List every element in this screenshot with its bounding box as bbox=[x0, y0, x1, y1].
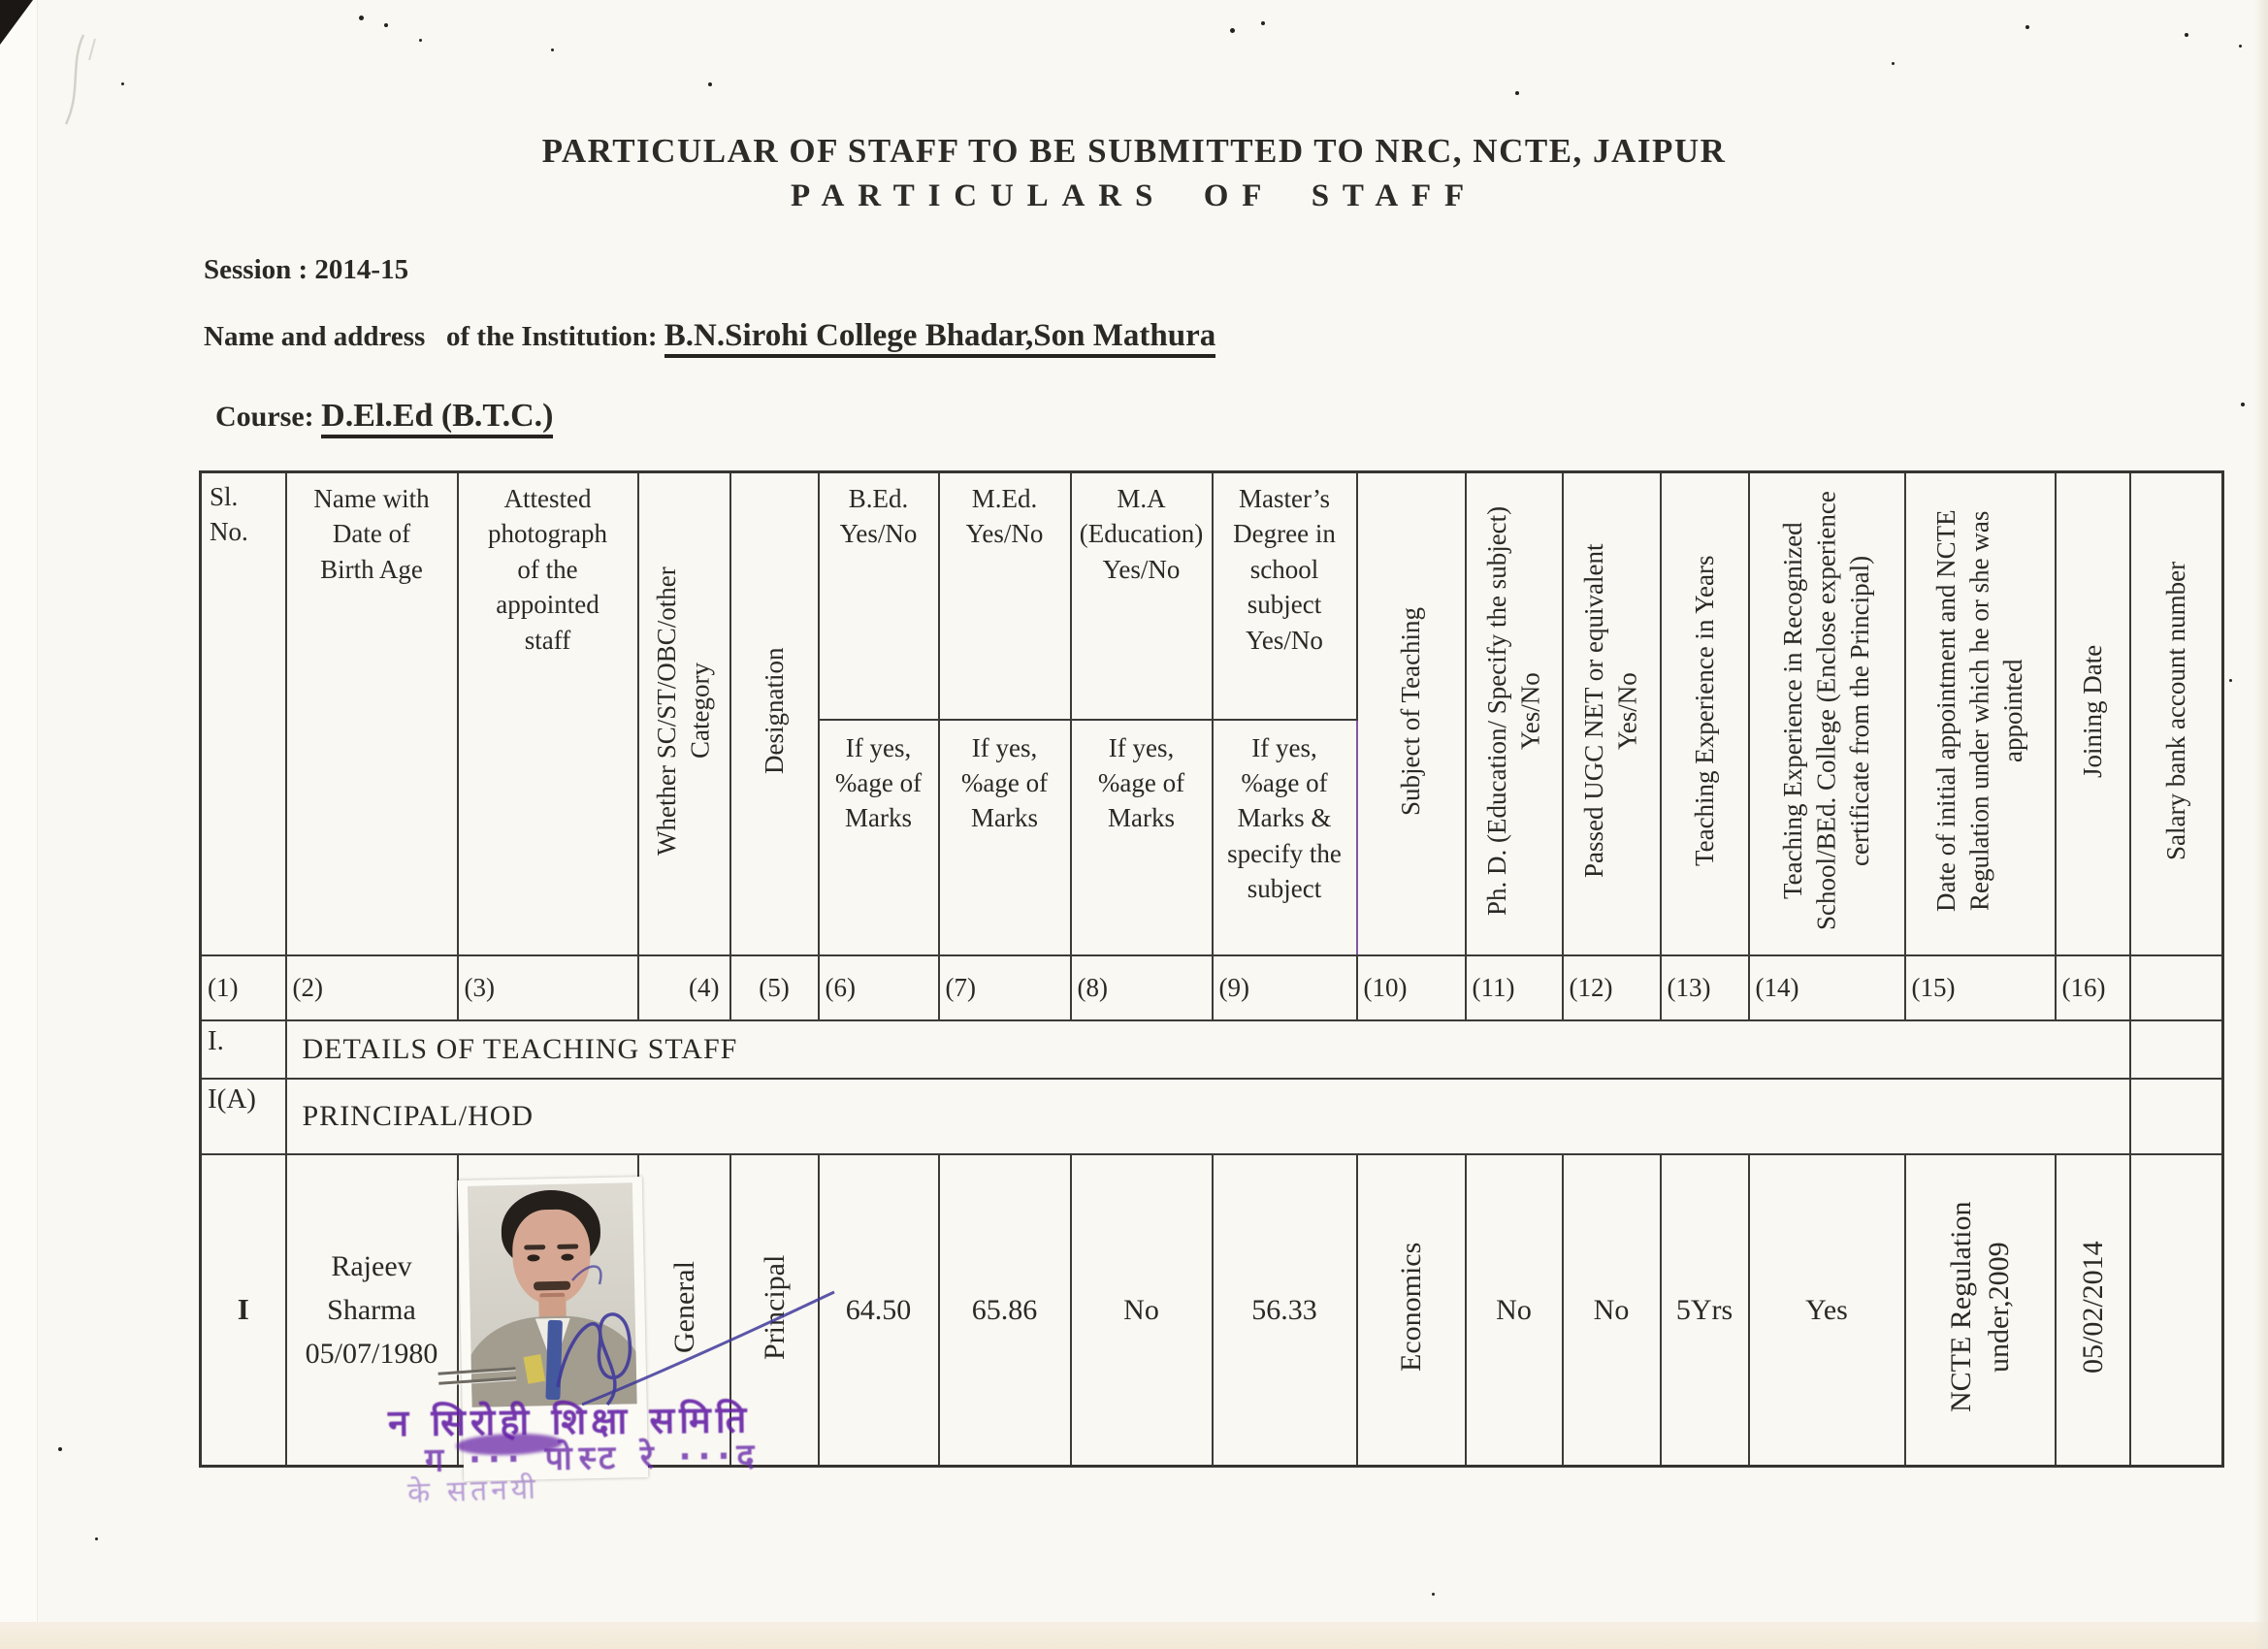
cell-designation: Principal bbox=[730, 1154, 819, 1467]
col-header-teaching-experience: Teaching Experience in Years bbox=[1661, 472, 1749, 955]
col-number: (3) bbox=[458, 955, 638, 1020]
course-value: D.El.Ed (B.T.C.) bbox=[321, 398, 553, 438]
cell-category: General bbox=[638, 1154, 730, 1467]
section-title: DETAILS OF TEACHING STAFF bbox=[286, 1020, 2130, 1079]
cell-joining-date: 05/02/2014 bbox=[2056, 1154, 2130, 1467]
col-header-photograph: Attested photograph of the appointed staff bbox=[458, 472, 638, 955]
col-number: (1) bbox=[201, 955, 286, 1020]
scan-right-shadow bbox=[2254, 0, 2268, 1649]
col-header-category: Whether SC/ST/OBC/other Category bbox=[638, 472, 730, 955]
document-subtitle: PARTICULARS OF STAFF bbox=[790, 178, 1478, 213]
scan-speck bbox=[1432, 1593, 1435, 1596]
col-number: (10) bbox=[1357, 955, 1466, 1020]
section-number: I(A) bbox=[201, 1079, 286, 1154]
scan-speck bbox=[1892, 62, 1895, 65]
stamp-text-line2: ग ··· पोस्ट रे ···द bbox=[424, 1436, 761, 1480]
col-header-masters-degree: Master’s Degree in school subject Yes/No bbox=[1213, 472, 1357, 720]
section-row-principal-hod bbox=[201, 1079, 2223, 1154]
col-number: (9) bbox=[1213, 955, 1357, 1020]
col-subheader-med-marks: If yes, %age of Marks bbox=[939, 720, 1071, 955]
cell-serial: I bbox=[201, 1154, 286, 1467]
col-header-phd: Ph. D. (Education/ Specify the subject) Yes/No bbox=[1466, 472, 1563, 955]
col-header-salary-account: Salary bank account number bbox=[2130, 472, 2223, 955]
scan-speck bbox=[2239, 45, 2242, 48]
document-title: PARTICULAR OF STAFF TO BE SUBMITTED TO NRC, NCTE, JAIPUR bbox=[541, 132, 1727, 170]
col-number: (8) bbox=[1071, 955, 1213, 1020]
scan-speck bbox=[58, 1447, 62, 1451]
cell-phd: No bbox=[1466, 1154, 1563, 1467]
section-row-spacer bbox=[2130, 1079, 2223, 1154]
pencil-mark bbox=[56, 27, 114, 134]
signature-scrawl bbox=[514, 1242, 863, 1426]
course-line bbox=[215, 398, 553, 435]
col-number: (5) bbox=[730, 955, 819, 1020]
cell-teaching-exp: 5Yrs bbox=[1661, 1154, 1749, 1467]
col-number: (2) bbox=[286, 955, 458, 1020]
col-header-initial-appointment: Date of initial appointment and NCTE Regulation under which he or she was appointed bbox=[1905, 472, 2056, 955]
col-header-experience-recognized: Teaching Experience in Recognized School/BEd. College (Enclose experience certificate from the Principal) bbox=[1749, 472, 1905, 955]
stamp-text-line1: न सिरोही शिक्षा समिति bbox=[387, 1398, 752, 1445]
scan-speck bbox=[2185, 33, 2188, 37]
scan-speck bbox=[2025, 25, 2029, 29]
col-header-sl-no: Sl. No. bbox=[201, 472, 286, 955]
staff-particulars-table bbox=[199, 470, 2224, 1468]
session-label: Session : 2014-15 bbox=[204, 254, 409, 285]
course-label: Course: bbox=[215, 401, 322, 433]
stamp-text-line3: के सतनयी bbox=[406, 1471, 540, 1511]
col-number: (16) bbox=[2056, 955, 2130, 1020]
col-subheader-ma-marks: If yes, %age of Marks bbox=[1071, 720, 1213, 955]
column-number-row bbox=[201, 955, 2223, 1020]
institution-value: B.N.Sirohi College Bhadar,Son Mathura bbox=[664, 318, 1215, 358]
col-subheader-masters-marks: If yes, %age of Marks & specify the subject bbox=[1213, 720, 1357, 955]
col-number: (15) bbox=[1905, 955, 2056, 1020]
section-row-teaching-staff bbox=[201, 1020, 2223, 1079]
col-header-bed: B.Ed. Yes/No bbox=[819, 472, 939, 720]
col-number: (14) bbox=[1749, 955, 1905, 1020]
section-number: I. bbox=[201, 1020, 286, 1079]
scan-speck bbox=[1515, 91, 1519, 95]
cell-exp-recognized: Yes bbox=[1749, 1154, 1905, 1467]
scan-speck bbox=[95, 1537, 98, 1540]
col-number: (11) bbox=[1466, 955, 1563, 1020]
cell-subject: Economics bbox=[1357, 1154, 1466, 1467]
cell-ma-education: No bbox=[1071, 1154, 1213, 1467]
scan-speck bbox=[2229, 679, 2232, 682]
scan-speck bbox=[1230, 28, 1235, 33]
col-number: (12) bbox=[1563, 955, 1661, 1020]
scan-speck bbox=[121, 82, 124, 85]
col-header-ugc-net: Passed UGC NET or equivalent Yes/No bbox=[1563, 472, 1661, 955]
section-title: PRINCIPAL/HOD bbox=[286, 1079, 2130, 1154]
scan-speck bbox=[708, 82, 712, 86]
cell-masters-pct: 56.33 bbox=[1213, 1154, 1357, 1467]
scan-bottom-shadow bbox=[0, 1622, 2268, 1649]
scan-corner-shadow bbox=[0, 0, 33, 45]
col-header-name-dob: Name with Date of Birth Age bbox=[286, 472, 458, 955]
scan-speck bbox=[419, 39, 422, 42]
col-number-empty bbox=[2130, 955, 2223, 1020]
col-header-subject-of-teaching: Subject of Teaching bbox=[1357, 472, 1466, 955]
institution-label: Name and address of the Institution: bbox=[204, 321, 664, 352]
cell-med-pct: 65.86 bbox=[939, 1154, 1071, 1467]
institution-line bbox=[204, 318, 1215, 354]
col-header-designation: Designation bbox=[730, 472, 819, 955]
col-header-med: M.Ed. Yes/No bbox=[939, 472, 1071, 720]
col-header-ma-education: M.A (Education) Yes/No bbox=[1071, 472, 1213, 720]
scan-speck bbox=[359, 16, 364, 20]
cell-initial-appointment: NCTE Regulation under,2009 bbox=[1905, 1154, 2056, 1467]
col-header-joining-date: Joining Date bbox=[2056, 472, 2130, 955]
cell-ugc-net: No bbox=[1563, 1154, 1661, 1467]
col-number: (4) bbox=[638, 955, 730, 1020]
col-number: (13) bbox=[1661, 955, 1749, 1020]
scan-left-edge bbox=[0, 0, 38, 1649]
cell-salary-account bbox=[2130, 1154, 2223, 1467]
scan-speck bbox=[384, 23, 388, 27]
section-row-spacer bbox=[2130, 1020, 2223, 1079]
cell-bed-pct: 64.50 bbox=[819, 1154, 939, 1467]
col-number: (6) bbox=[819, 955, 939, 1020]
scan-speck bbox=[1261, 21, 1265, 25]
col-number: (7) bbox=[939, 955, 1071, 1020]
scan-speck bbox=[2241, 403, 2245, 406]
scan-speck bbox=[551, 48, 554, 51]
cell-name-dob: Rajeev Sharma 05/07/1980 bbox=[286, 1154, 458, 1467]
col-subheader-bed-marks: If yes, %age of Marks bbox=[819, 720, 939, 955]
